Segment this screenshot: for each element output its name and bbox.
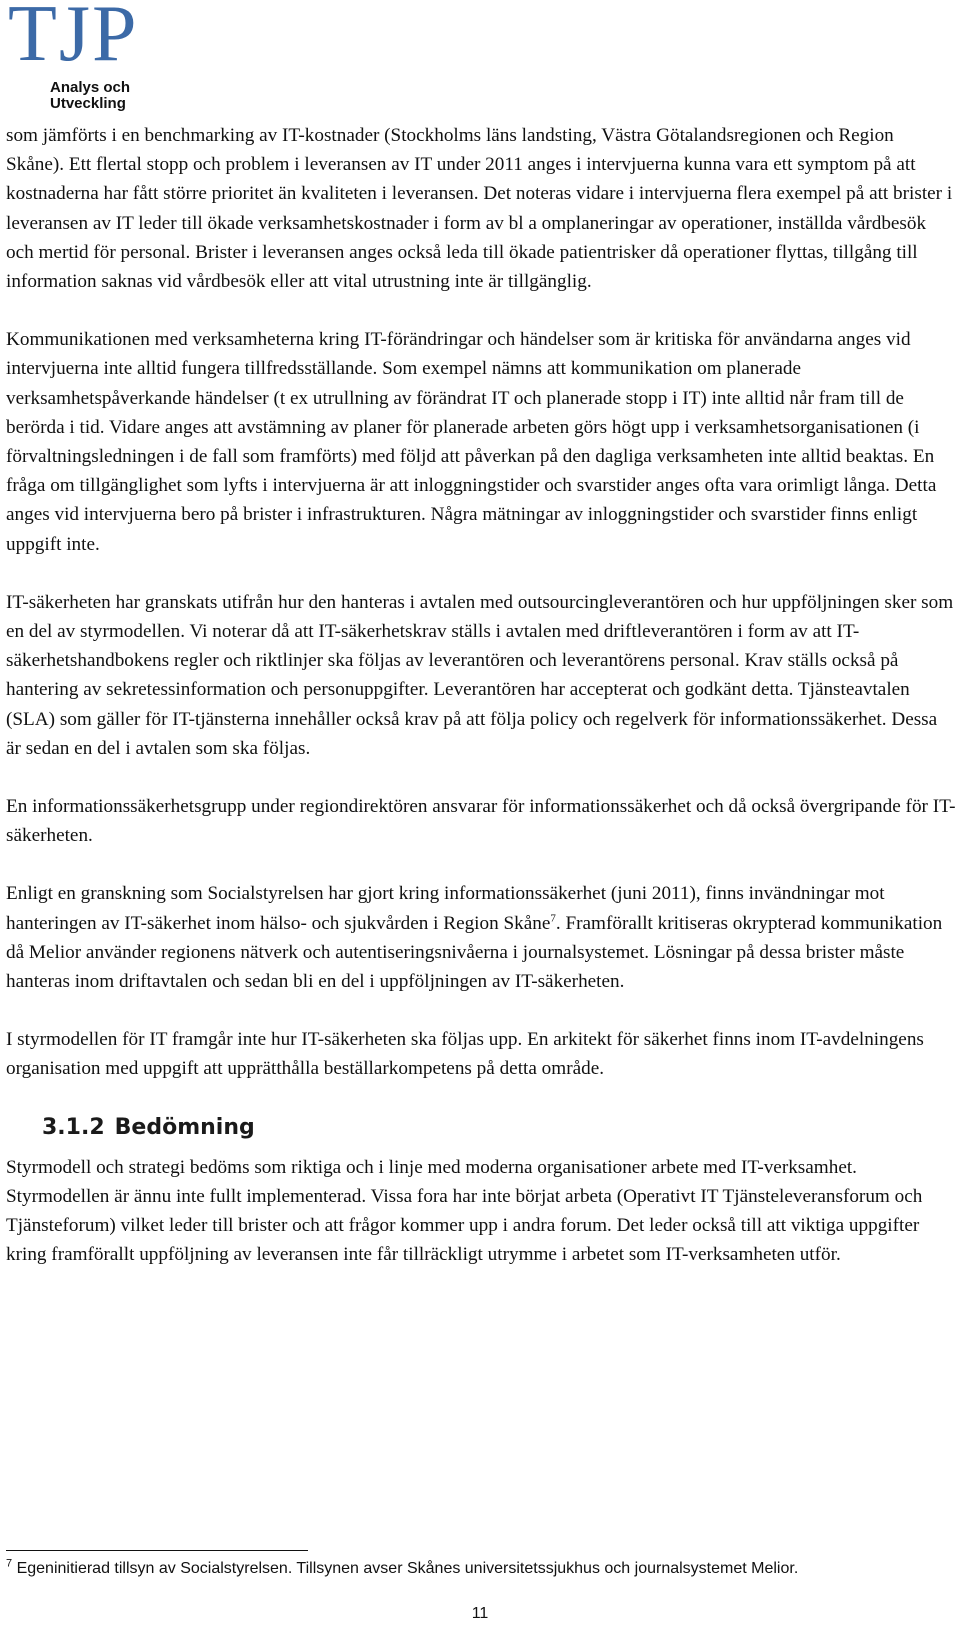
logo-subtitle — [50, 80, 150, 112]
footnote-reference[interactable]: 7 — [550, 912, 556, 925]
paragraph-1: som jämförts i en benchmarking av IT-kostnader (Stockholms läns landsting, Västra Götalandsregionen och Region Skåne). Ett flertal stopp och problem i leveransen av IT under 2011 anges i intervjuerna kunna vara ett symptom på att kostnaderna har fått större prioritet än kvaliteten i leveransen. Det noteras vidare i intervjuerna flera exempel på att brister i leveransen av IT leder till ökade verksamhetskostnader i form av bl a omplaneringar av operationer, inställda vårdbesök och mertid för personal. Brister i leveransen anges också leda till ökade patientrisker då operationer flyttas, tillgång till information saknas vid vårdbesök eller att vital utrustning inte är tillgänglig. — [6, 125, 953, 293]
section-heading — [42, 1113, 956, 1143]
tjp-logo — [8, 0, 148, 115]
paragraph-6: I styrmodellen för IT framgår inte hur IT-säkerheten ska följas upp. En arkitekt för säkerhet finns inom IT-avdelningens organisation med uppgift att upprätthålla beställarkompetens på detta område. — [6, 1029, 924, 1080]
footnote — [6, 1558, 956, 1580]
paragraph-2: Kommunikationen med verksamheterna kring IT-förändringar och händelser som är kritiska för användarna anges vid intervjuerna inte alltid fungera tillfredsställande. Som exempel nämns att kommunikation om planerade verksamhetspåverkande händelser (t ex utrullning av förändrat IT och planerade stopp i IT) inte alltid når fram till de berörda i tid. Vidare anges att avstämning av planer för planerade arbeten görs högt upp i verksamhetsorganisationen (i förvaltningsledningen i de fall som framförts) med följd att påverkan på den dagliga verksamheten inte alltid beaktas. En fråga om tillgänglighet som lyfts i intervjuerna är att inloggningstider och svarstider anges ofta vara orimligt långa. Detta anges vid intervjuerna bero på brister i infrastrukturen. Några mätningar av inloggningstider och svarstider finns enligt uppgift inte. — [6, 329, 937, 555]
section-title: Bedömning — [114, 1114, 255, 1140]
footnote-number: 7 — [6, 1557, 13, 1570]
logo-subtitle-line1: Analys och — [50, 79, 131, 96]
document-body — [6, 121, 956, 1270]
paragraph-5-text-after: . Framförallt kritiseras okrypterad kommunikation då Melior använder regionens nätverk och autentiseringsnivåerna i journalsystemet. Lösningar på dessa brister måste hanteras inom driftavtalen och sedan bli en del i uppföljningen av IT-säkerheten. — [6, 912, 943, 993]
paragraph-3: IT-säkerheten har granskats utifrån hur den hanteras i avtalen med outsourcingleverantören och hur uppföljningen sker som en del av styrmodellen. Vi noterar då att IT-säkerhetskrav ställs i avtalen med driftleverantören i form av att IT-säkerhetshandbokens regler och riktlinjer ska följas av leverantören och leverantörens personal. Krav ställs också på hantering av sekretessinformation och personuppgifter. Leverantören har accepterat och godkänt detta. Tjänsteavtalen (SLA) som gäller för IT-tjänsterna innehåller också krav på att följa policy och regelverk för informationssäkerhet. Dessa är sedan en del i avtalen som ska följas. — [6, 591, 954, 759]
paragraph-5 — [6, 879, 956, 996]
footnote-text: Egeninitierad tillsyn av Socialstyrelsen. Tillsynen avser Skånes universitetssjukhus och journalsystemet Melior. — [12, 1560, 799, 1577]
footnote-separator — [6, 1550, 308, 1551]
logo-subtitle-line2: Utveckling — [50, 95, 126, 112]
paragraph-5-text-before: Enligt en granskning som Socialstyrelsen har gjort kring informationssäkerhet (juni 2011), finns invändningar mot hanteringen av IT-säkerhet inom hälso- och sjukvården i Region Skåne — [6, 883, 885, 934]
page-number: 11 — [471, 1605, 489, 1622]
logo-wordmark: TJP — [8, 0, 139, 78]
paragraph-4: En informationssäkerhetsgrupp under regiondirektören ansvarar för informationssäkerhet och då också övergripande för IT-säkerheten. — [6, 796, 956, 847]
section-number: 3.1.2 — [42, 1114, 105, 1140]
section-paragraph: Styrmodell och strategi bedöms som riktiga och i linje med moderna organisationer arbete med IT-verksamhet. Styrmodellen är ännu inte fullt implementerad. Vissa fora har inte börjat arbeta (Operativt IT Tjänsteleveransforum och Tjänsteforum) vilket leder till brister och att frågor kommer upp i andra forum. Det leder också till att viktiga uppgifter kring framförallt uppföljning av leveransen inte får tillräckligt utrymme i arbetet som IT-verksamheten utför. — [6, 1156, 923, 1266]
